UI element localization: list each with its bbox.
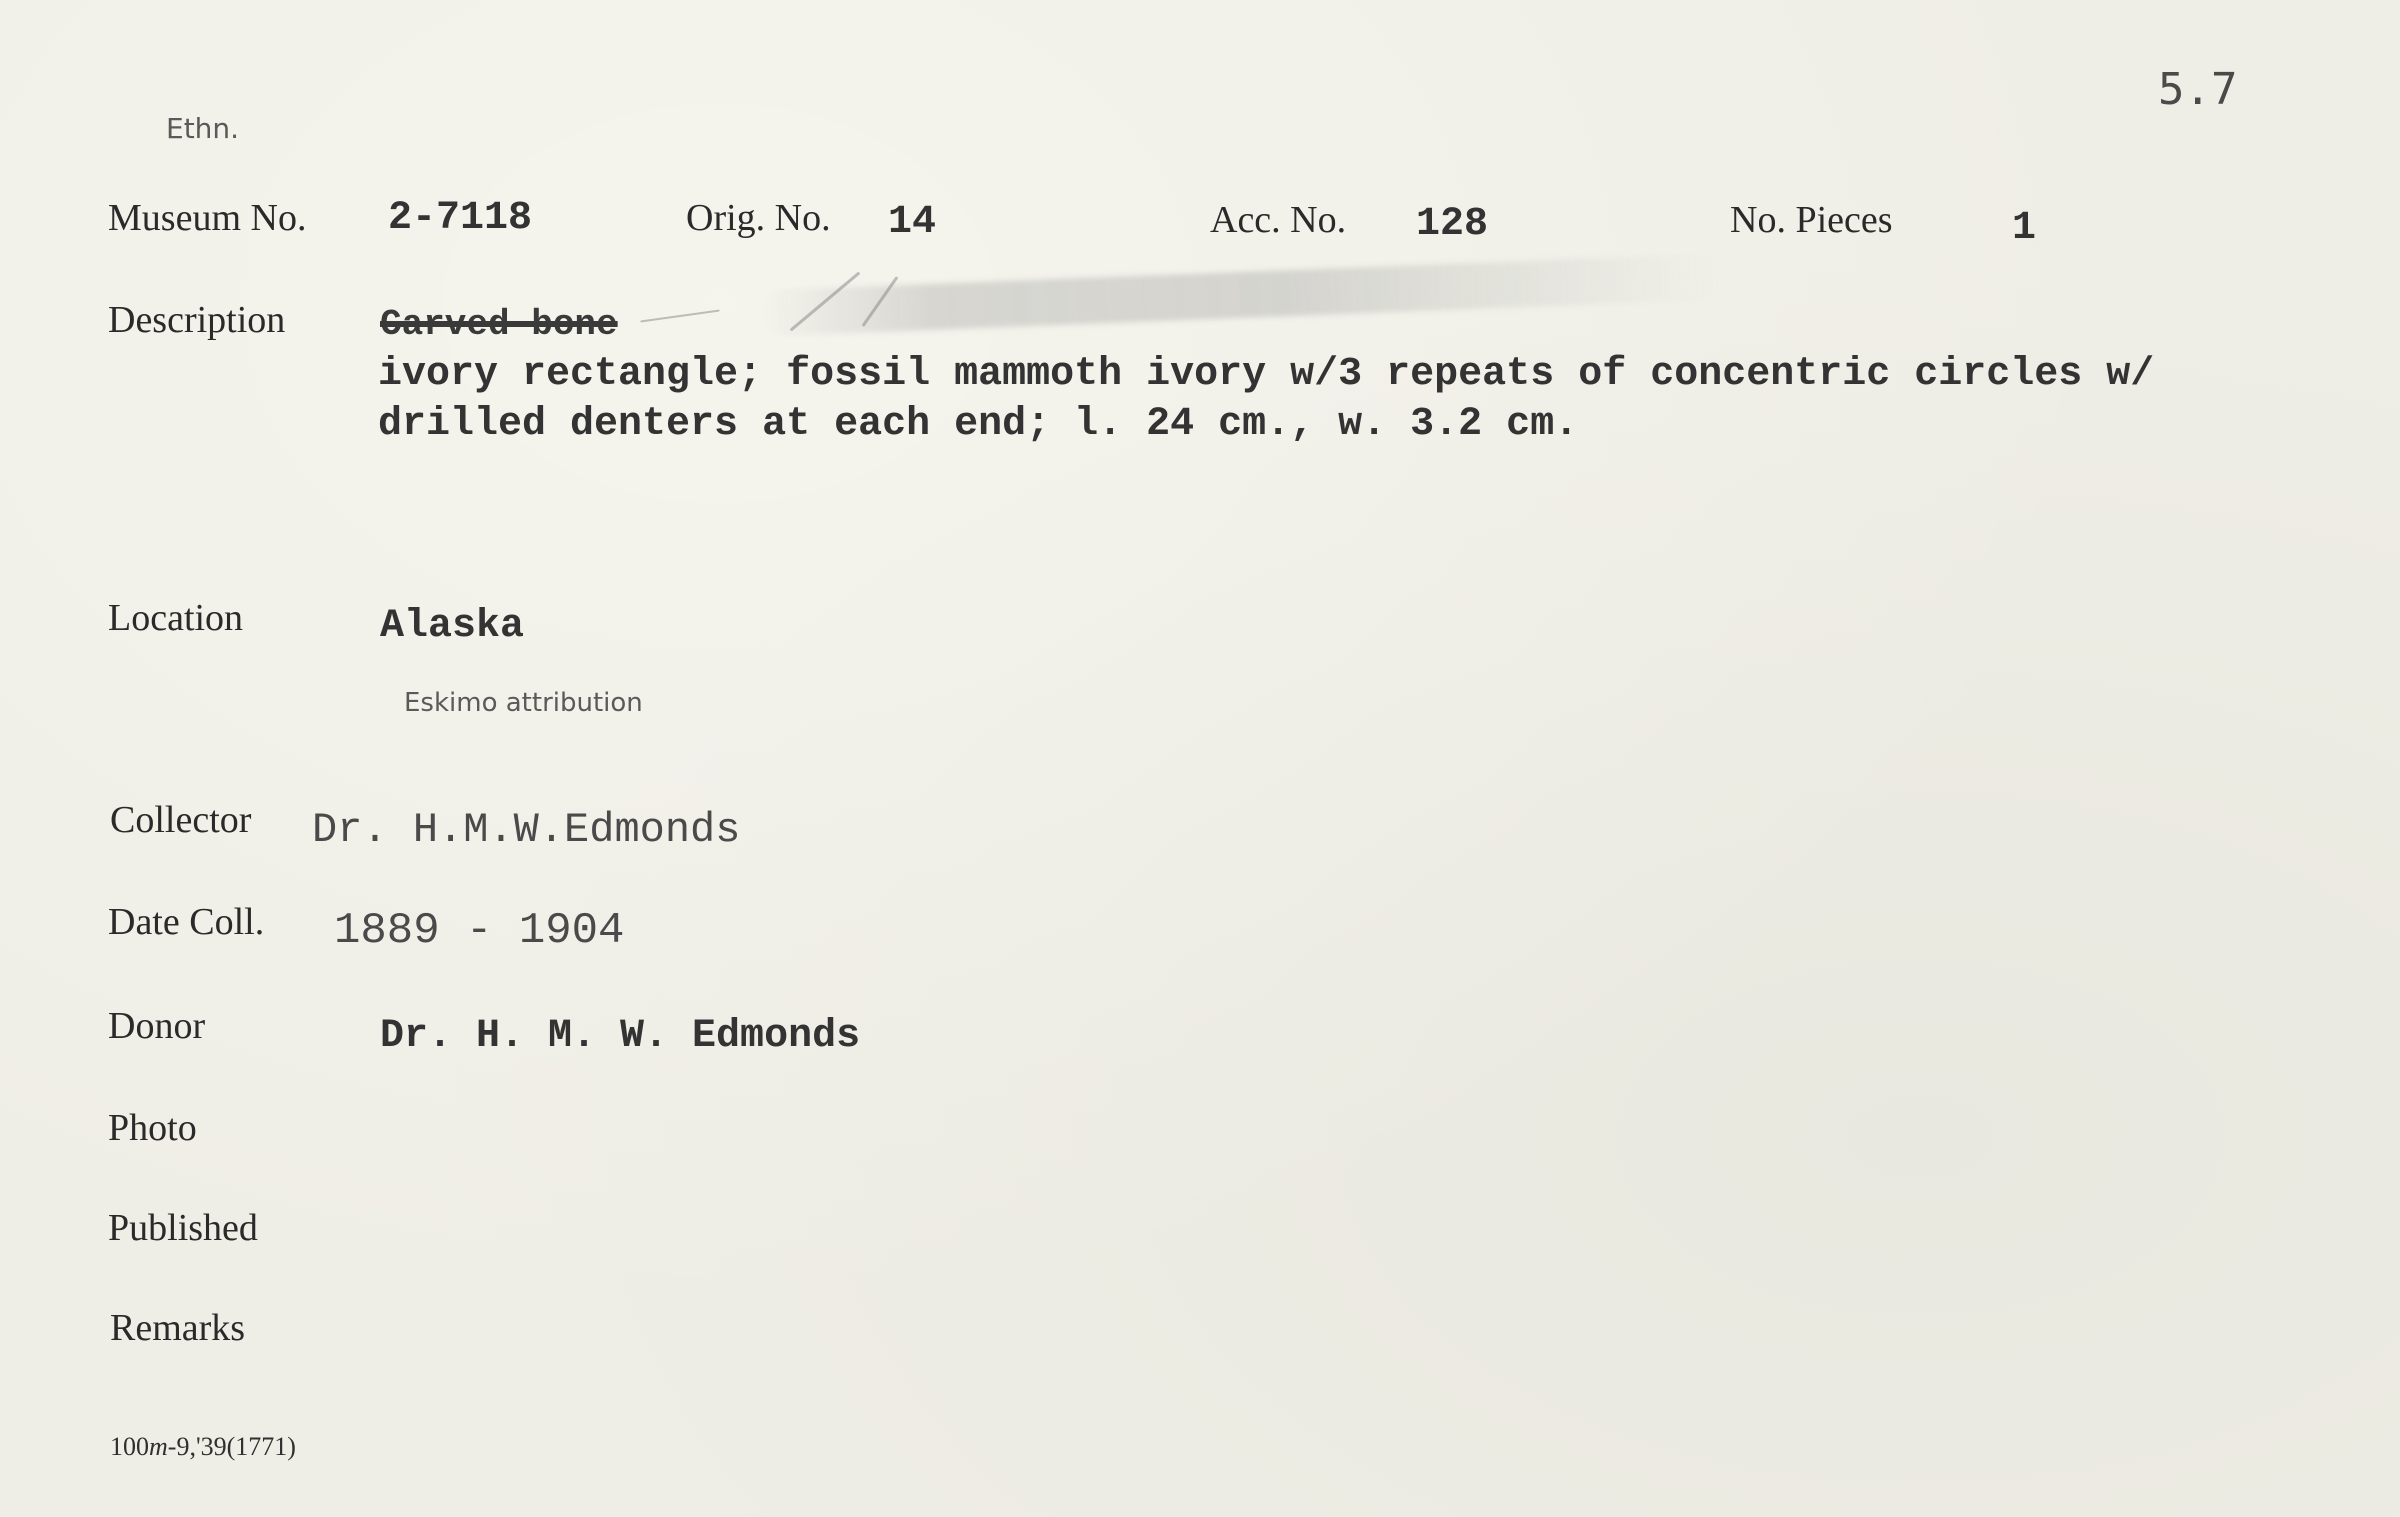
description-line-2: drilled denters at each end; l. 24 cm., w. 3.2 cm. xyxy=(378,402,1579,447)
donor-value: Dr. H. M. W. Edmonds xyxy=(380,1014,861,1059)
form-number-prefix: 100 xyxy=(110,1432,149,1461)
photo-label: Photo xyxy=(108,1107,197,1149)
pencil-smudge xyxy=(759,254,1720,337)
museum-no-value: 2-7118 xyxy=(388,196,533,241)
remarks-label: Remarks xyxy=(110,1307,246,1349)
form-number-suffix: -9,'39(1771) xyxy=(167,1432,296,1461)
description-label: Description xyxy=(108,299,286,341)
attribution-stamp: Eskimo attribution xyxy=(404,688,643,718)
no-pieces-label: No. Pieces xyxy=(1730,199,1893,241)
pencil-stroke xyxy=(640,309,719,322)
collector-value: Dr. H.M.W.Edmonds xyxy=(312,806,741,854)
orig-no-label: Orig. No. xyxy=(686,197,831,239)
location-label: Location xyxy=(108,597,244,639)
no-pieces-value: 1 xyxy=(2012,206,2037,251)
collector-label: Collector xyxy=(110,799,252,841)
department-stamp: Ethn. xyxy=(166,112,240,145)
form-number-unit: m xyxy=(149,1432,168,1461)
location-value: Alaska xyxy=(380,604,525,649)
museum-no-label: Museum No. xyxy=(108,197,307,239)
published-label: Published xyxy=(108,1207,258,1249)
card-corner-number: 5.7 xyxy=(2158,64,2238,115)
description-line-1: ivory rectangle; fossil mammoth ivory w/3 repeats of concentric circles w/ xyxy=(378,352,2155,397)
donor-label: Donor xyxy=(108,1005,206,1047)
acc-no-value: 128 xyxy=(1416,202,1489,247)
form-number xyxy=(110,1432,296,1462)
date-coll-label: Date Coll. xyxy=(108,901,265,943)
orig-no-value: 14 xyxy=(888,200,937,245)
acc-no-label: Acc. No. xyxy=(1210,199,1347,241)
description-struck-text: Carved bone xyxy=(380,304,618,345)
date-coll-value: 1889 - 1904 xyxy=(334,906,625,956)
